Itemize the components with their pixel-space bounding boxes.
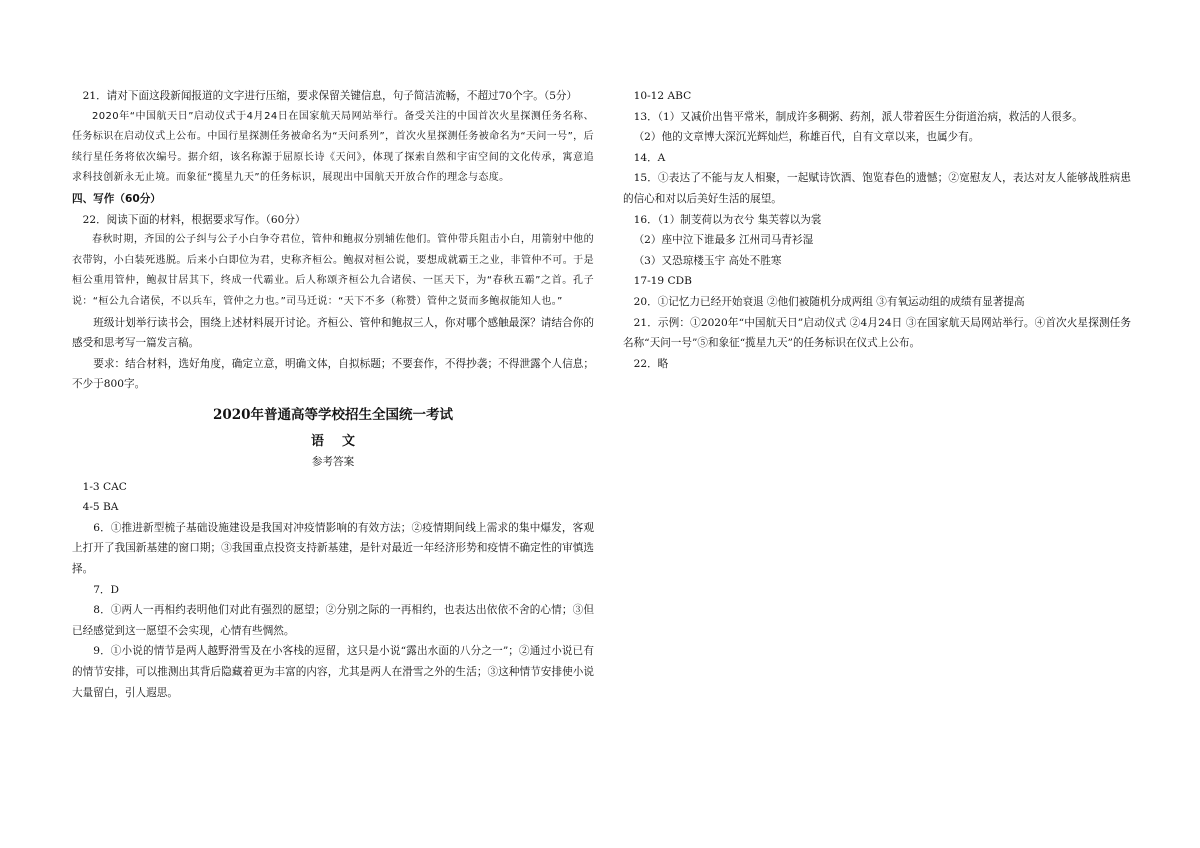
answer-item: 9．①小说的情节是两人越野滑雪及在小客栈的逗留，这只是小说“露出水面的八分之一”；②通过小说已有的情节安排，可以推测出其背后隐藏着更为丰富的内容，尤其是两人在滑雪之外的生活；③这种情节安排使小说大量留白，引人遐思。: [72, 645, 594, 699]
section-writing-heading: 四、写作（60分）: [72, 192, 161, 205]
left-column: [72, 86, 594, 703]
right-column: [623, 86, 1131, 374]
exam-title: 2020年普通高等学校招生全国统一考试: [212, 406, 454, 423]
answer-21: 21．示例：①2020年“中国航天日”启动仪式 ②4月24日 ③在国家航天局网站举行。④首次火星探测任务名称“天问一号”⑤和象征“揽星九天”的任务标识在仪式上公布。: [623, 316, 1131, 350]
answer-13-1: 13．（1）又减价出售平常米，制成许多稠粥、药剂，派人带着医生分街道治病，救活的人很多。: [633, 110, 1083, 123]
subject-title: 语文: [310, 433, 373, 449]
answer-13-2: （2）他的文章博大深沉光辉灿烂，称雄百代，自有文章以来，也属少有。: [633, 131, 980, 144]
answer-item: 7．D: [93, 583, 120, 596]
question-22-passage: 春秋时期，齐国的公子纠与公子小白争夺君位，管仲和鲍叔分别辅佐他们。管仲带兵阻击小白，用箭射中他的衣带钩，小白装死逃脱。后来小白即位为君，史称齐桓公。鲍叔对桓公说，要想成就霸王之业，非管仲不可。于是桓公重用管仲，鲍叔甘居其下，终成一代霸业。后人称颂齐桓公九合诸侯、一匡天下，为“春秋五霸”之首。孔子说：“桓公九合诸侯，不以兵车，管仲之力也。”司马迁说：“天下不多（称赞）管仲之贤而多鲍叔能知人也。”: [72, 234, 594, 307]
answer-20: 20．①记忆力已经开始衰退 ②他们被随机分成两组 ③有氧运动组的成绩有显著提高: [633, 295, 1025, 308]
answer-16-3: （3）又恐琼楼玉宇 高处不胜寒: [633, 254, 782, 267]
answer-item: 1-3 CAC: [82, 480, 127, 493]
answer-17-19: 17-19 CDB: [633, 275, 692, 288]
answer-item: 8．①两人一再相约表明他们对此有强烈的愿望；②分别之际的一再相约，也表达出依依不舍的心情；③但已经感觉到这一愿望不会实现，心情有些惆然。: [72, 604, 594, 637]
answer-key-label: 参考答案: [311, 456, 355, 469]
question-22-task: 班级计划举行读书会，围绕上述材料展开讨论。齐桓公、管仲和鲍叔三人，你对哪个感触最深？请结合你的感受和思考写一篇发言稿。: [72, 316, 594, 350]
answer-10-12: 10-12 ABC: [633, 90, 692, 102]
question-22-prompt: 22．阅读下面的材料，根据要求写作。（60分）: [82, 213, 306, 226]
answer-22: 22．略: [633, 357, 669, 370]
question-22-requirements: 要求：结合材料，选好角度，确定立意，明确文体，自拟标题；不要套作，不得抄袭；不得泄露个人信息；不少于800字。: [72, 357, 594, 391]
answer-16-2: （2）座中泣下谁最多 江州司马青衫湿: [633, 234, 814, 247]
answer-15: 15．①表达了不能与友人相聚，一起赋诗饮酒、饱览春色的遗憾；②宽慰友人，表达对友人能够战胜病患的信心和对以后美好生活的展望。: [623, 172, 1131, 205]
question-21-prompt: 21．请对下面这段新闻报道的文字进行压缩，要求保留关键信息，句子简洁流畅，不超过70个字。（5分）: [82, 90, 578, 102]
question-21-passage: 2020年“中国航天日”启动仪式于4月24日在国家航天局网站举行。备受关注的中国首次火星探测任务名称、任务标识在启动仪式上公布。中国行星探测任务被命名为“天问系列”，首次火星探测任务被命名为“天问一号”，后续行星任务将依次编号。据介绍，该名称源于屈原长诗《天问》，体现了探索自然和宇宙空间的文化传承，寓意追求科技创新永无止境。而象征“揽星九天”的任务标识，展现出中国航天开放合作的理念与态度。: [72, 110, 594, 184]
answer-16-1: 16．（1）制芰荷以为衣兮 集芙蓉以为裳: [633, 213, 822, 226]
answer-item: 4-5 BA: [82, 501, 119, 514]
answer-14: 14．A: [633, 151, 666, 164]
answer-item: 6．①推进新型梳子基础设施建设是我国对冲疫情影响的有效方法；②疫情期间线上需求的集中爆发，客观上打开了我国新基建的窗口期；③我国重点投资支持新基建，是针对最近一年经济形势和疫情不确定性的审慎选择。: [72, 521, 594, 576]
